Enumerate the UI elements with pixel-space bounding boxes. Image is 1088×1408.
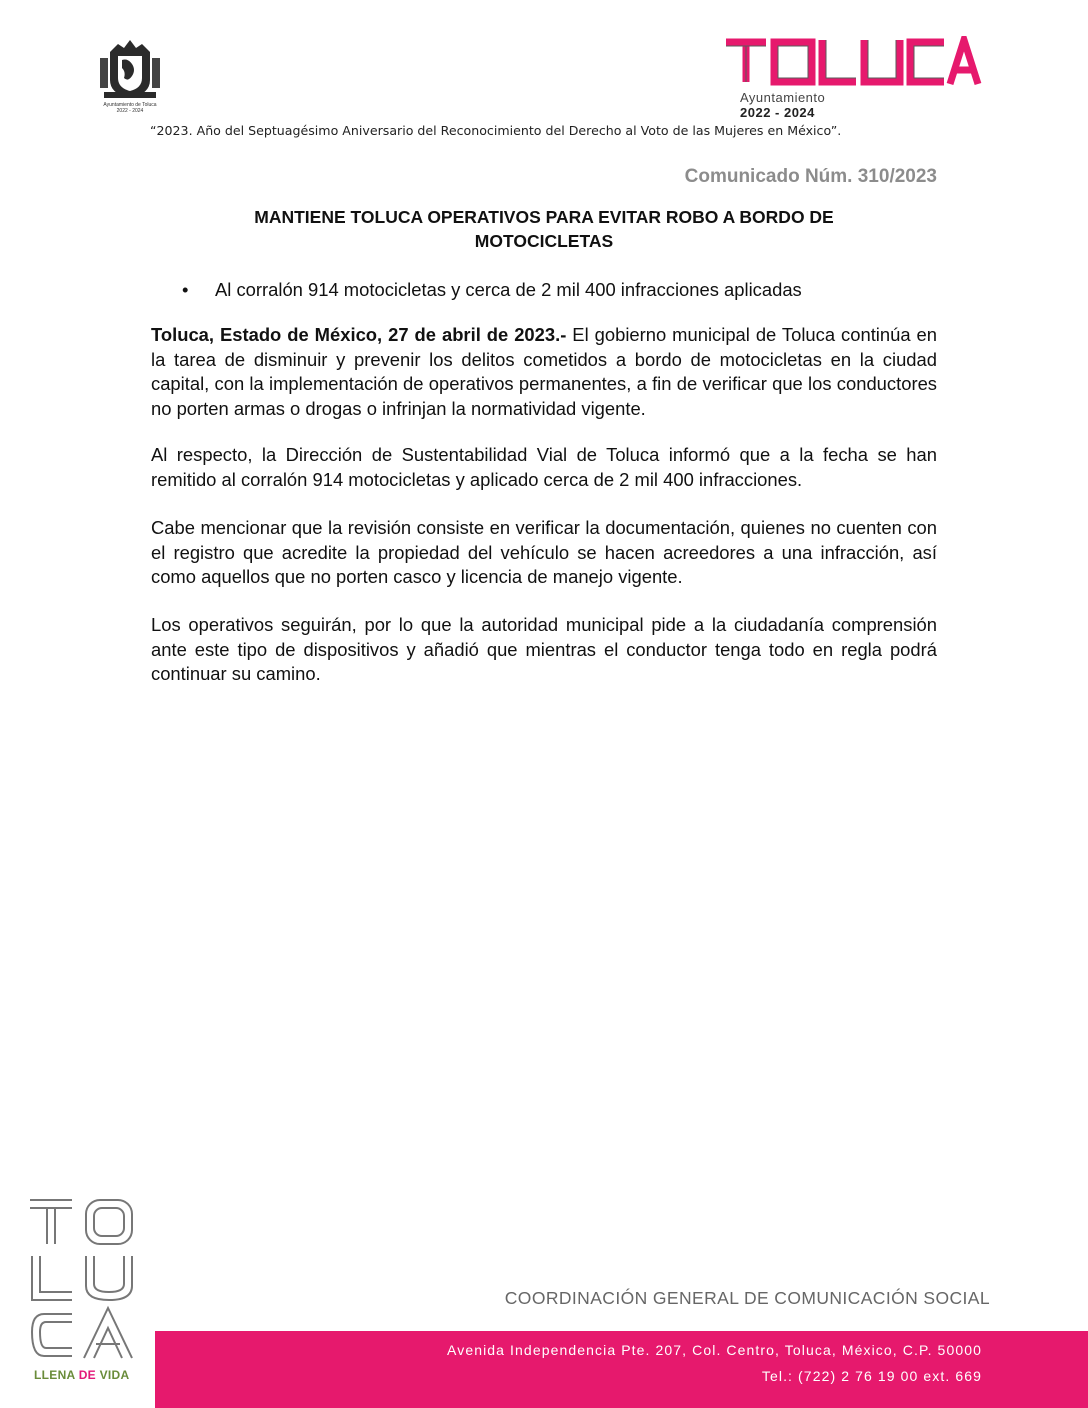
footer-toluca-logo xyxy=(26,1192,142,1392)
paragraph-1-text: El gobierno municipal de Toluca continúa en la tarea de disminuir y prevenir los delitos cometidos a bordo de motocicletas en la ciudad capital, con la implementación de operativos permanentes, a fin de verificar que los conductores no porten armas o drogas o infrinjan la normatividad vigente. xyxy=(151,324,937,419)
footer-address: Avenida Independencia Pte. 207, Col. Centro, Toluca, México, C.P. 50000 xyxy=(447,1342,982,1358)
official-year-motto: “2023. Año del Septuagésimo Aniversario del Reconocimiento del Derecho al Voto de las Mujeres en México”. xyxy=(150,123,842,138)
tagline-part-2: VIDA xyxy=(95,1368,130,1382)
logo-subtitle: Ayuntamiento xyxy=(740,90,826,105)
paragraph-3: Cabe mencionar que la revisión consiste en verificar la documentación, quienes no cuenten con el registro que acredite la propiedad del vehículo se hacen acreedores a una infracción, así como aquellos que no porten casco y licencia de manejo vigente. xyxy=(151,517,937,587)
footer-phone: Tel.: (722) 2 76 19 00 ext. 669 xyxy=(761,1368,982,1384)
coordination-office: COORDINACIÓN GENERAL DE COMUNICACIÓN SOCIAL xyxy=(504,1288,990,1308)
summary-bullet xyxy=(182,279,802,301)
crest-caption-period: 2022 - 2024 xyxy=(116,108,144,114)
toluca-wordmark-icon xyxy=(722,36,984,88)
dateline: Toluca, Estado de México, 27 de abril de 2023.- xyxy=(151,324,567,345)
headline xyxy=(150,205,938,253)
headline-line-1: MANTIENE TOLUCA OPERATIVOS PARA EVITAR ROBO A BORDO DE xyxy=(254,207,834,227)
bullet-text: Al corralón 914 motocicletas y cerca de 2 mil 400 infracciones aplicadas xyxy=(215,279,802,300)
toluca-stacked-wordmark-icon xyxy=(26,1192,142,1364)
bullet-marker: • xyxy=(182,279,189,300)
crest-emblem-icon xyxy=(88,36,172,102)
comunicado-number: Comunicado Núm. 310/2023 xyxy=(684,166,937,187)
paragraph-2: Al respecto, la Dirección de Sustentabilidad Vial de Toluca informó que a la fecha se han remitido al corralón 914 motocicletas y aplicado cerca de 2 mil 400 infracciones. xyxy=(151,444,937,490)
headline-line-2: MOTOCICLETAS xyxy=(474,231,614,251)
toluca-ayuntamiento-logo xyxy=(722,36,984,126)
logo-period: 2022 - 2024 xyxy=(740,105,815,120)
crest-caption-name: Ayuntamiento de Toluca xyxy=(103,102,157,108)
footer-tagline xyxy=(34,1368,129,1382)
paragraph-4: Los operativos seguirán, por lo que la autoridad municipal pide a la ciudadanía comprensión ante este tipo de dispositivos y añadió que mientras el conductor tenga todo en regla podrá continuar su camino. xyxy=(151,614,937,684)
tagline-part-de: DE xyxy=(78,1368,96,1382)
tagline-part-1: LLENA xyxy=(34,1368,79,1382)
municipal-crest-logo xyxy=(88,36,172,120)
paragraph-1 xyxy=(151,323,937,421)
